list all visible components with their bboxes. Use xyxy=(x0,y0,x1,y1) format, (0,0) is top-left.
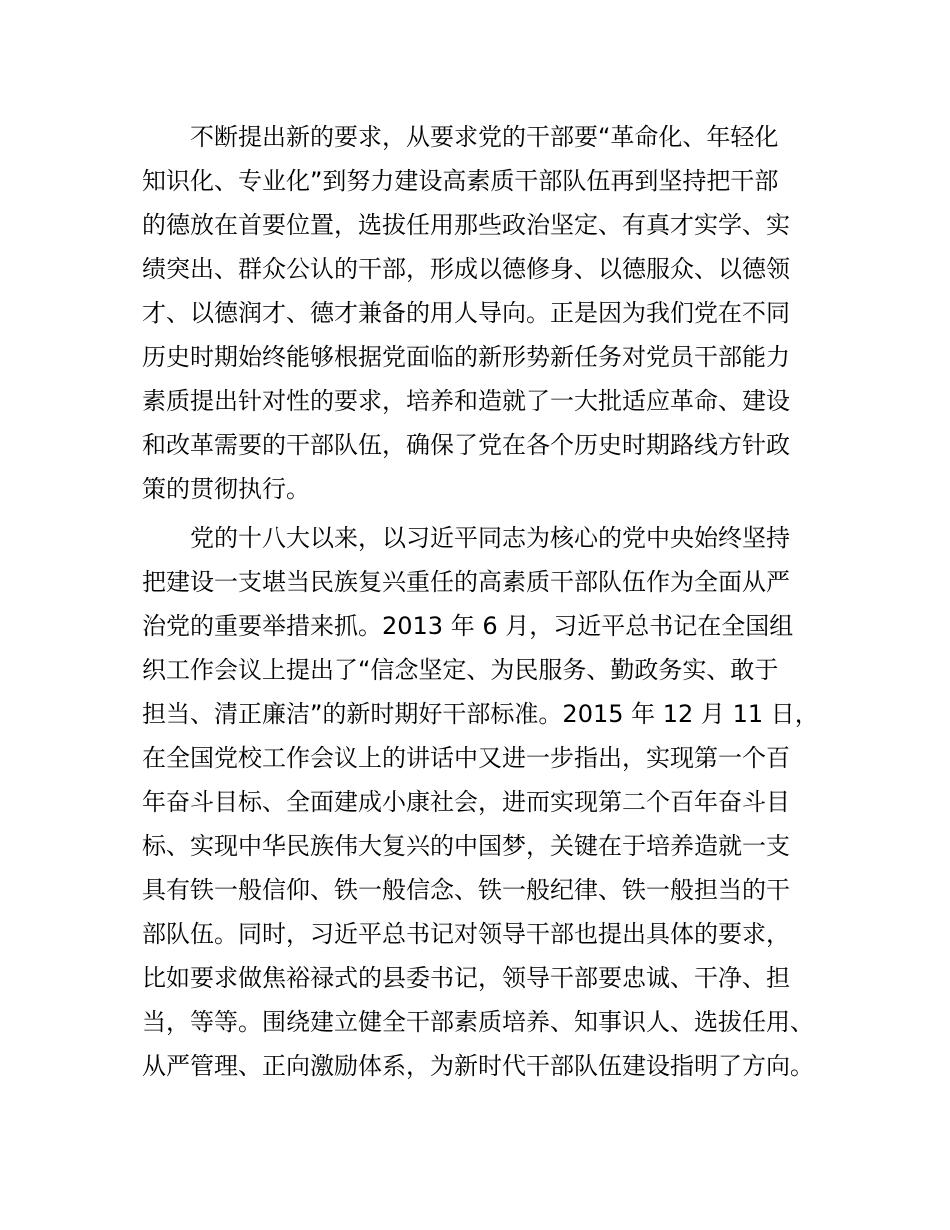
text-line: 和改革需要的干部队伍，确保了党在各个历史时期路线方针政 xyxy=(142,431,790,459)
text-line: 历史时期始终能够根据党面临的新形势新任务对党员干部能力 xyxy=(142,343,790,371)
paragraph-1 xyxy=(142,115,790,511)
paragraph-2 xyxy=(142,516,819,1088)
text-line: 的德放在首要位置，选拔任用那些政治坚定、有真才实学、实 xyxy=(142,211,790,239)
text-line: 不断提出新的要求，从要求党的干部要“革命化、年轻化 xyxy=(190,123,779,151)
text-line: 比如要求做焦裕禄式的县委书记，领导干部要忠诚、干净、担 xyxy=(142,964,790,992)
text-line: 年奋斗目标、全面建成小康社会，进而实现第二个百年奋斗目 xyxy=(142,788,790,816)
text-line: 把建设一支堪当民族复兴重任的高素质干部队伍作为全面从严 xyxy=(142,568,790,596)
text-line: 治党的重要举措来抓。2013 年 6 月，习近平总书记在全国组 xyxy=(142,612,794,640)
text-line: 标、实现中华民族伟大复兴的中国梦，关键在于培养造就一支 xyxy=(142,832,790,860)
text-line: 当，等等。围绕建立健全干部素质培养、知事识人、选拔任用、 xyxy=(142,1008,814,1036)
text-line: 织工作会议上提出了“信念坚定、为民服务、勤政务实、敢于 xyxy=(142,656,779,684)
text-line: 在全国党校工作会议上的讲话中又进一步指出，实现第一个百 xyxy=(142,744,790,772)
text-line: 担当、清正廉洁”的新时期好干部标准。2015 年 12 月 11 日， xyxy=(142,700,819,728)
text-line: 部队伍。同时，习近平总书记对领导干部也提出具体的要求， xyxy=(142,920,790,948)
text-line: 才、以德润才、德才兼备的用人导向。正是因为我们党在不同 xyxy=(142,299,790,327)
text-line: 具有铁一般信仰、铁一般信念、铁一般纪律、铁一般担当的干 xyxy=(142,876,790,904)
text-line: 绩突出、群众公认的干部，形成以德修身、以德服众、以德领 xyxy=(142,255,790,283)
text-line: 策的贯彻执行。 xyxy=(142,475,310,503)
text-line: 从严管理、正向激励体系，为新时代干部队伍建设指明了方向。 xyxy=(142,1052,814,1080)
text-line: 党的十八大以来，以习近平同志为核心的党中央始终坚持 xyxy=(190,524,790,552)
text-line: 素质提出针对性的要求，培养和造就了一大批适应革命、建设 xyxy=(142,387,790,415)
text-line: 知识化、专业化”到努力建设高素质干部队伍再到坚持把干部 xyxy=(142,167,779,195)
